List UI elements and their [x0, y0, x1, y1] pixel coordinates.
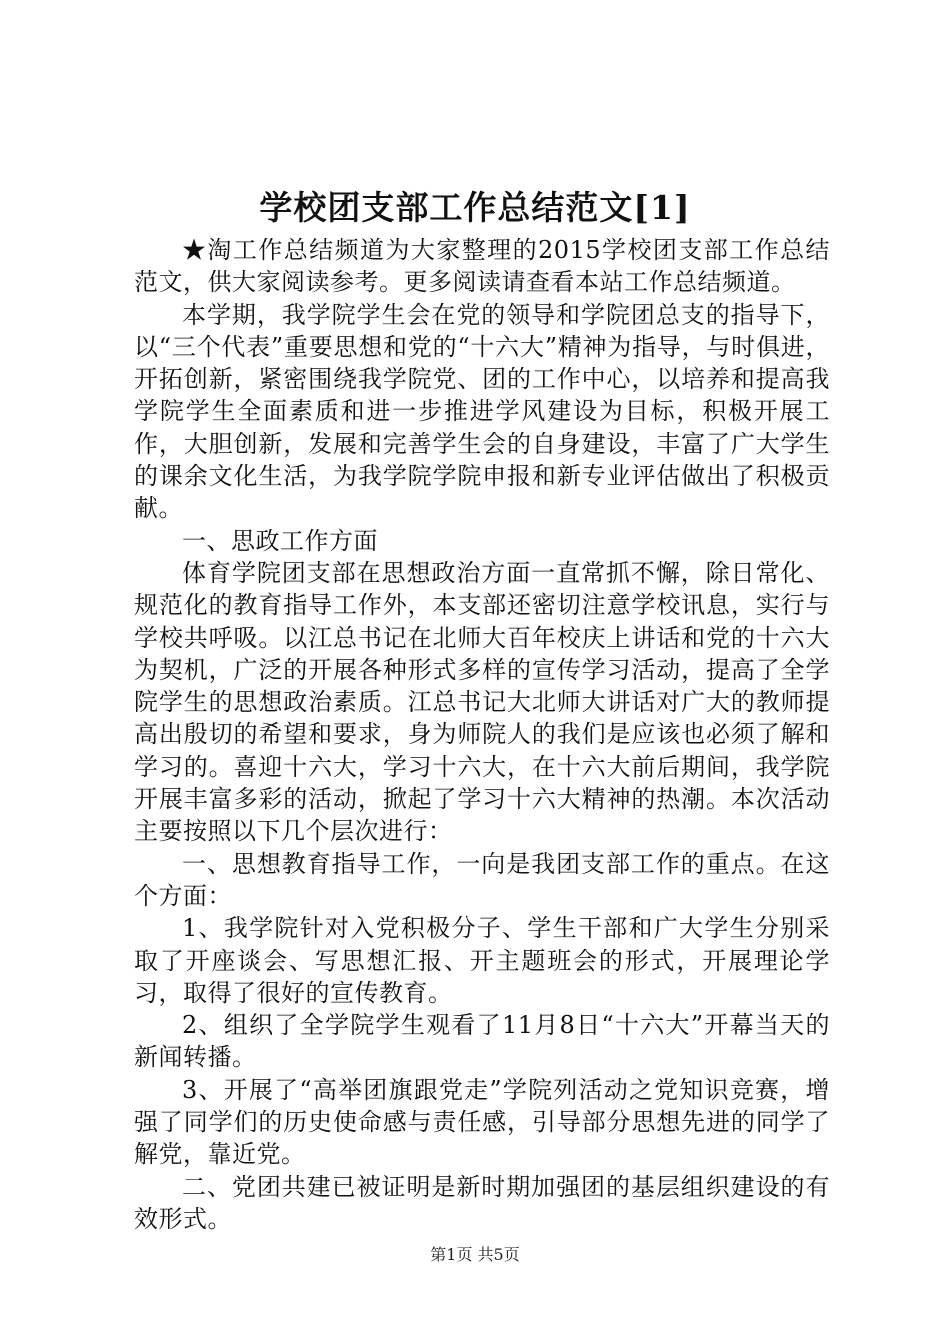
document-body [134, 234, 830, 1235]
document-title: 学校团支部工作总结范文[1] [259, 188, 691, 227]
paragraph: 二、党团共建已被证明是新时期加强团的基层组织建设的有效形式。 [134, 1172, 830, 1233]
paragraph: 本学期，我学院学生会在党的领导和学院团总支的指导下，以“三个代表”重要思想和党的“十六大”精神为指导，与时俱进，开拓创新，紧密围绕我学院党、团的工作中心，以培养和提高我学院学生全面素质和进一步推进学风建设为目标，积极开展工作，大胆创新，发展和完善学生会的自身建设，丰富了广大学生的课余文化生活，为我学院学院申报和新专业评估做出了积极贡献。 [134, 300, 830, 523]
section-heading: 一、思政工作方面 [182, 526, 378, 555]
page-footer: 第1页 共5页 [430, 1245, 520, 1264]
paragraph: 体育学院团支部在思想政治方面一直常抓不懈，除日常化、规范化的教育指导工作外，本支部还密切注意学校讯息，实行与学校共呼吸。以江总书记在北师大百年校庆上讲话和党的十六大为契机，广泛的开展各种形式多样的宣传学习活动，提高了全学院学生的思想政治素质。江总书记大北师大讲话对广大的教师提高出殷切的希望和要求，身为师院人的我们是应该也必须了解和学习的。喜迎十六大，学习十六大，在十六大前后期间，我学院开展丰富多彩的活动，掀起了学习十六大精神的热潮。本次活动主要按照以下几个层次进行： [134, 558, 830, 846]
list-item: 3、开展了“高举团旗跟党走”学院列活动之党知识竞赛，增强了同学们的历史使命感与责任感，引导部分思想先进的同学了解党，靠近党。 [134, 1075, 830, 1169]
paragraph: 一、思想教育指导工作，一向是我团支部工作的重点。在这个方面： [134, 849, 830, 910]
intro-paragraph: ★淘工作总结频道为大家整理的2015学校团支部工作总结范文，供大家阅读参考。更多阅读请查看本站工作总结频道。 [134, 236, 830, 297]
list-item: 2、组织了全学院学生观看了11月8日“十六大”开幕当天的新闻转播。 [134, 1011, 830, 1072]
list-item: 1、我学院针对入党积极分子、学生干部和广大学生分别采取了开座谈会、写思想汇报、开主题班会的形式，开展理论学习，取得了很好的宣传教育。 [134, 914, 830, 1007]
